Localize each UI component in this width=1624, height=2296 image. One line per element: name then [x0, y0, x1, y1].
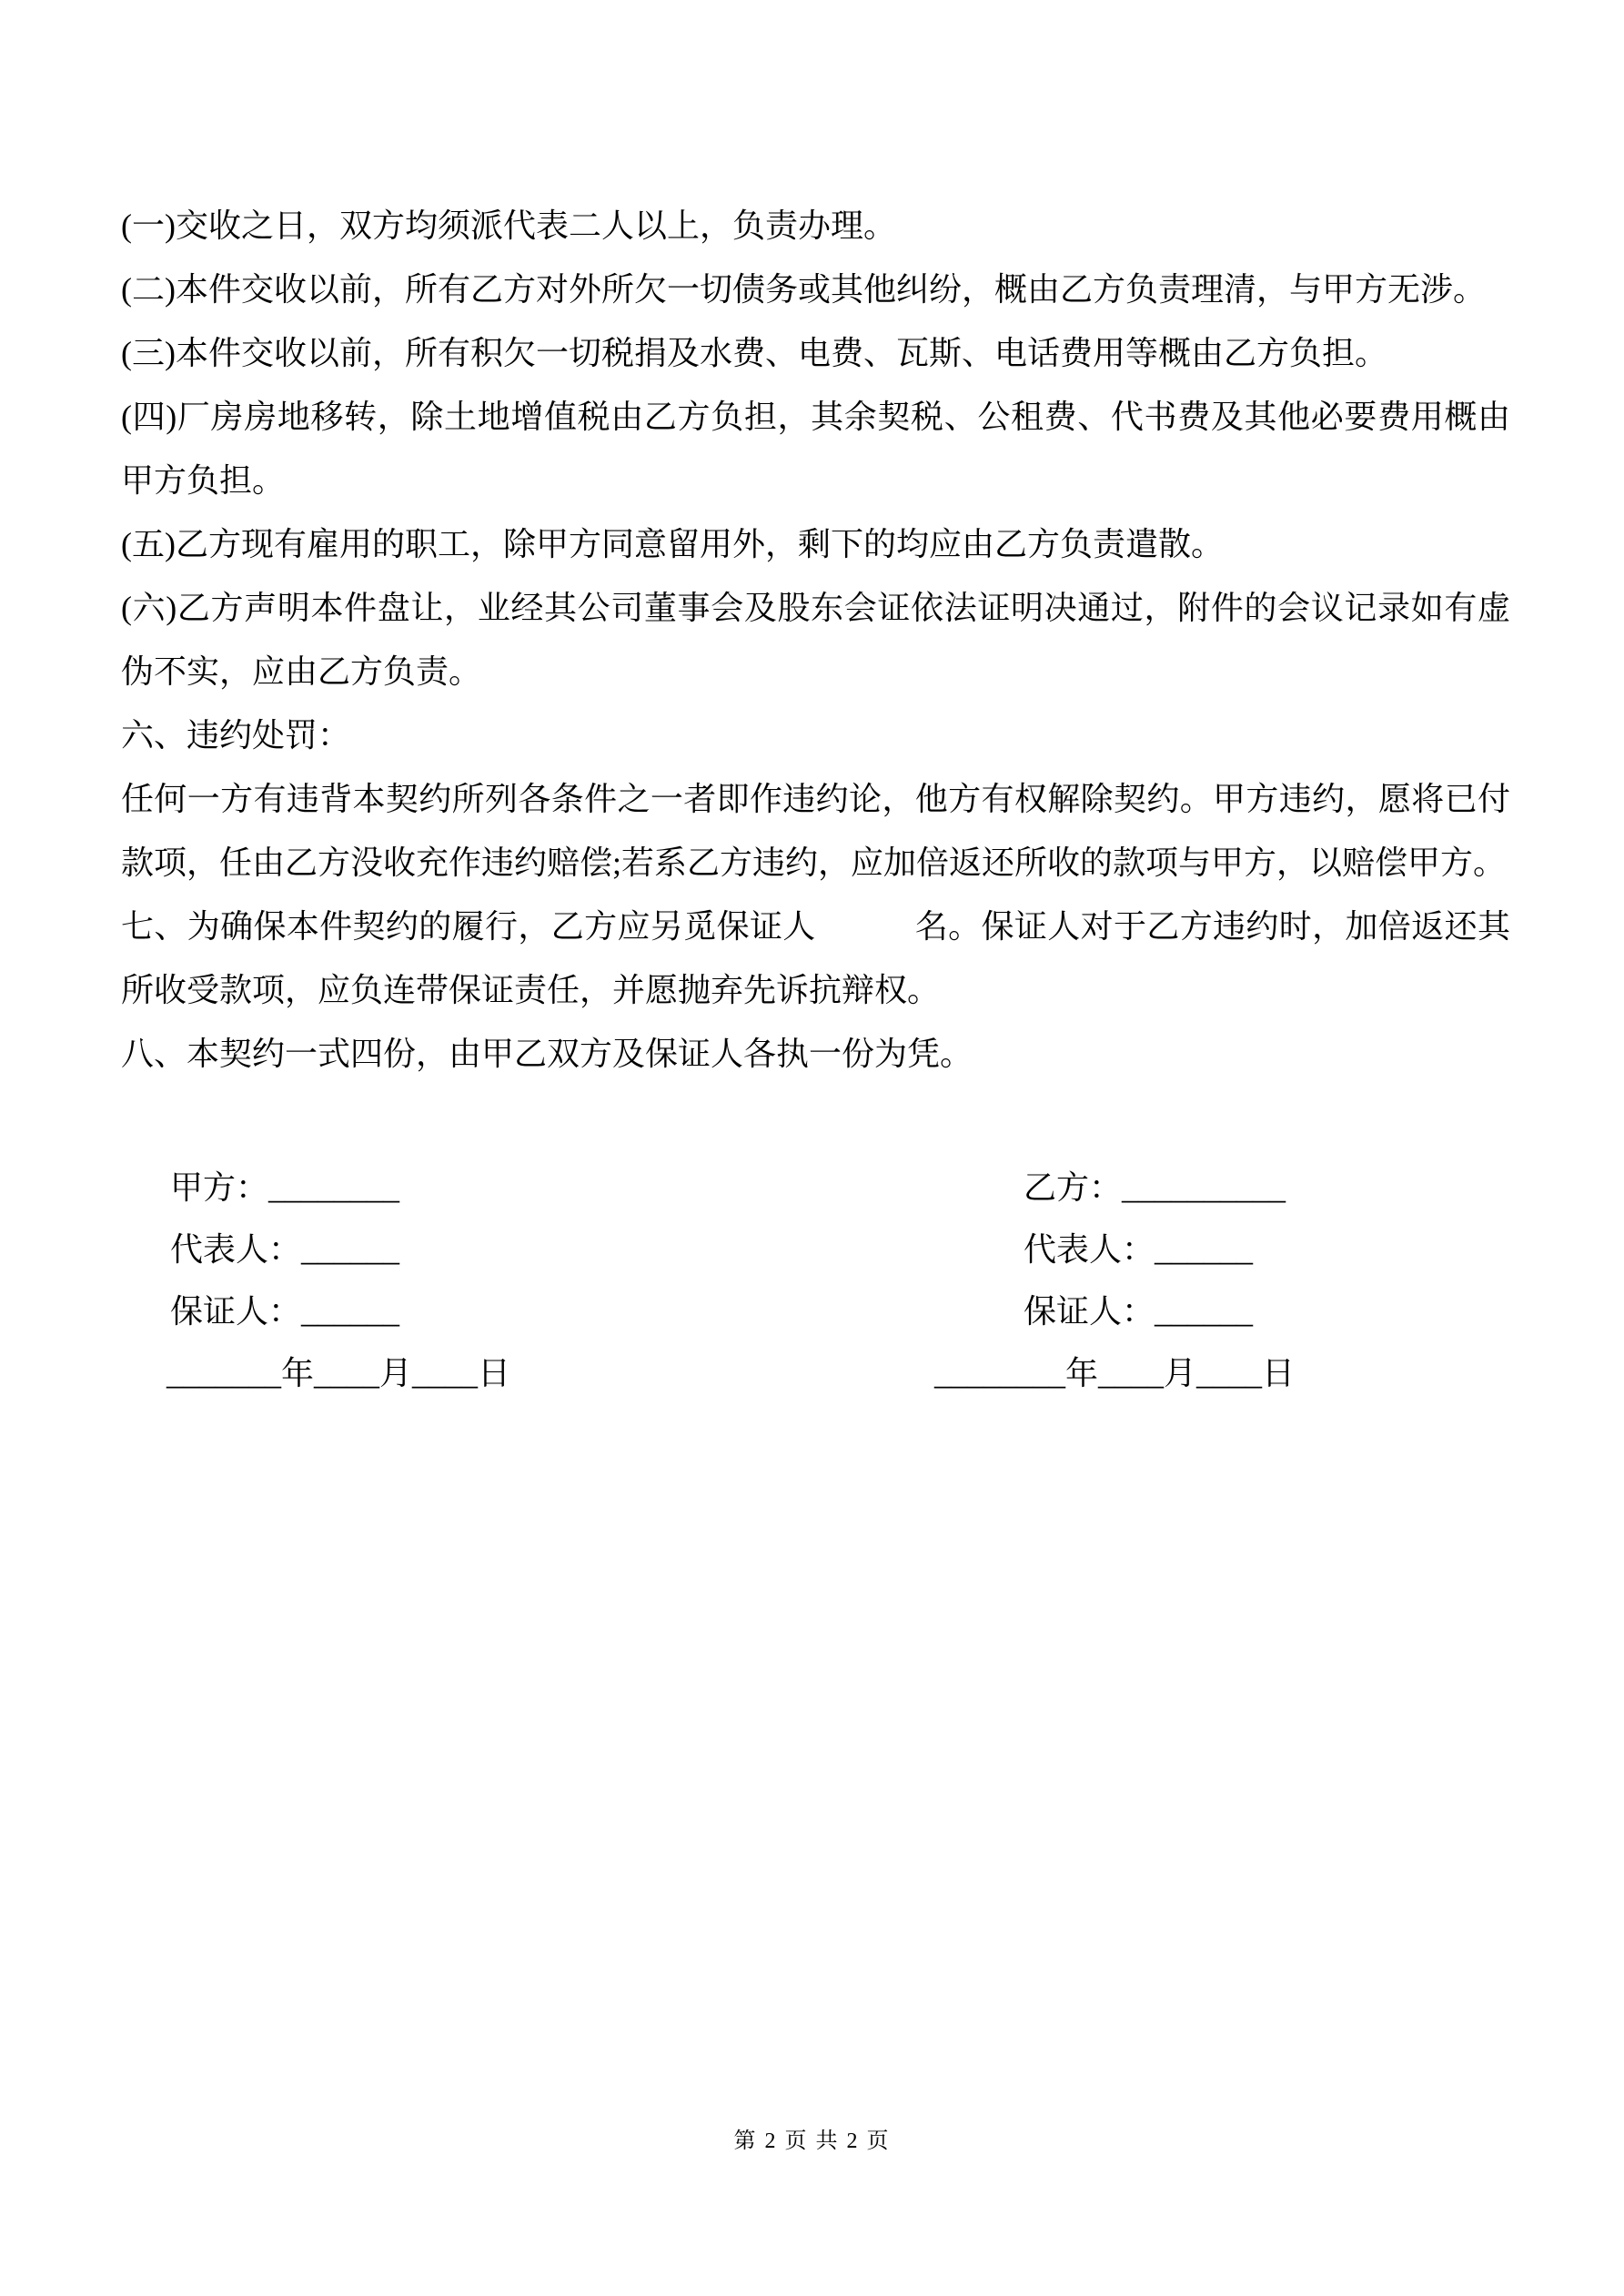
party-b-representative-line: 代表人：______ — [1024, 1231, 1254, 1268]
party-a-date-line: _______年____月____日 — [166, 1355, 510, 1391]
clause-handover-6: (六)乙方声明本件盘让，业经其公司董事会及股东会证依法证明决通过，附件的会议记录如有虚伪不实，应由乙方负责。 — [121, 590, 1510, 690]
party-a-representative-line: 代表人：______ — [170, 1231, 400, 1268]
clause-handover-4: (四)厂房房地移转，除土地增值税由乙方负担，其余契税、公租费、代书费及其他必要费用概由甲方负担。 — [121, 399, 1510, 499]
signature-row-guarantor — [121, 1280, 1510, 1342]
clause-6-body: 任何一方有违背本契约所列各条件之一者即作违约论，他方有权解除契约。甲方违约，愿将已付款项，任由乙方没收充作违约赔偿;若系乙方违约，应加倍返还所收的款项与甲方，以赔偿甲方。 — [121, 781, 1510, 881]
party-b-date-line: ________年____月____日 — [934, 1355, 1295, 1391]
party-b-name-line: 乙方：__________ — [1024, 1169, 1286, 1206]
contract-body — [121, 194, 1510, 1404]
page-number: 第 2 页 共 2 页 — [733, 2129, 891, 2153]
signature-row-party — [121, 1157, 1510, 1219]
clause-handover-2: (二)本件交收以前，所有乙方对外所欠一切债务或其他纠纷，概由乙方负责理清，与甲方无涉。 — [121, 271, 1486, 308]
clause-handover-5: (五)乙方现有雇用的职工，除甲方同意留用外，剩下的均应由乙方负责遣散。 — [121, 526, 1224, 562]
clause-8: 八、本契约一式四份，由甲乙双方及保证人各执一份为凭。 — [121, 1036, 973, 1072]
signature-block — [121, 1157, 1510, 1404]
signature-row-date — [121, 1342, 1510, 1404]
party-a-name-line: 甲方：________ — [170, 1169, 400, 1206]
clause-handover-1: (一)交收之日，双方均须派代表二人以上，负责办理。 — [121, 207, 896, 244]
signature-row-representative — [121, 1219, 1510, 1280]
party-b-guarantor-line: 保证人：______ — [1024, 1293, 1254, 1330]
clause-6-heading: 六、违约处罚： — [121, 717, 351, 754]
party-a-guarantor-line: 保证人：______ — [170, 1293, 400, 1330]
clause-7: 七、为确保本件契约的履行，乙方应另觅保证人 名。保证人对于乙方违约时，加倍返还其所收受款项，应负连带保证责任，并愿抛弃先诉抗辩权。 — [121, 908, 1510, 1008]
clause-handover-3: (三)本件交收以前，所有积欠一切税捐及水费、电费、瓦斯、电话费用等概由乙方负担。 — [121, 335, 1387, 371]
